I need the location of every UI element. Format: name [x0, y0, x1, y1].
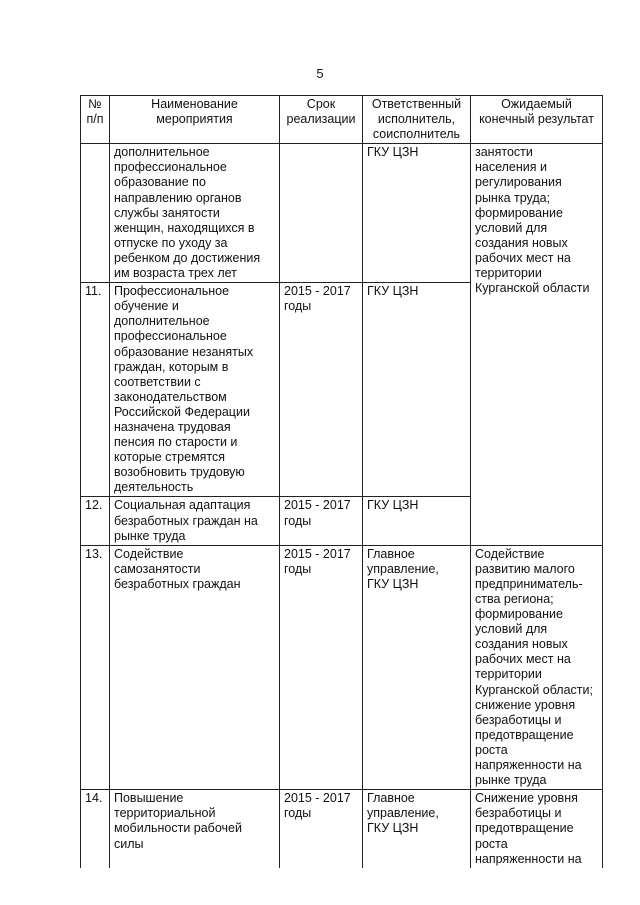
row-name: Социальная адаптация безработных граждан на рынке труда: [110, 497, 280, 545]
row-term: 2015 - 2017 годы: [280, 497, 363, 545]
row-num: 13.: [81, 545, 110, 790]
row-executor: ГКУ ЦЗН: [363, 497, 471, 545]
row-result: Содействие развитию малого предприниматель- ства региона; формирование условий для создания новых рабочих мест на территории Курганской области; снижение уровня безработицы и предотвращение роста напряженности на рынке труда: [471, 545, 603, 790]
header-name: Наименование мероприятия: [110, 96, 280, 144]
row-num: 12.: [81, 497, 110, 545]
table-row: [81, 790, 603, 868]
row-term: 2015 - 2017 годы: [280, 545, 363, 790]
row-name: Повышение территориальной мобильности рабочей силы: [110, 790, 280, 868]
row-result: занятости населения и регулирования рынка труда; формирование условий для создания новых рабочих мест на территории Курганской области: [471, 144, 603, 545]
page-number: 5: [316, 66, 324, 81]
row-executor: ГКУ ЦЗН: [363, 283, 471, 497]
header-executor: Ответственный исполнитель, соисполнитель: [363, 96, 471, 144]
row-name: Содействие самозанятости безработных граждан: [110, 545, 280, 790]
row-num: 11.: [81, 283, 110, 497]
row-result: Снижение уровня безработицы и предотвращение роста напряженности на: [471, 790, 603, 868]
row-num: [81, 144, 110, 283]
row-term: [280, 144, 363, 283]
table-row: [81, 144, 603, 283]
header-num: № п/п: [81, 96, 110, 144]
measures-table: [80, 95, 603, 868]
row-name: дополнительное профессиональное образование по направлению органов службы занятости женщин, находящихся в отпуске по уходу за ребенком до достижения им возраста трех лет: [110, 144, 280, 283]
row-term: 2015 - 2017 годы: [280, 283, 363, 497]
table-row: [81, 545, 603, 790]
row-executor: Главное управление, ГКУ ЦЗН: [363, 545, 471, 790]
row-executor: ГКУ ЦЗН: [363, 144, 471, 283]
row-name: Профессиональное обучение и дополнительное профессиональное образование незанятых граждан, которым в соответствии с законодательством Российской Федерации назначена трудовая пенсия по старости и которые стремятся возобновить трудовую деятельность: [110, 283, 280, 497]
row-executor: Главное управление, ГКУ ЦЗН: [363, 790, 471, 868]
row-num: 14.: [81, 790, 110, 868]
table-header-row: [81, 96, 603, 144]
row-term: 2015 - 2017 годы: [280, 790, 363, 868]
header-term: Срок реализации: [280, 96, 363, 144]
header-result: Ожидаемый конечный результат: [471, 96, 603, 144]
